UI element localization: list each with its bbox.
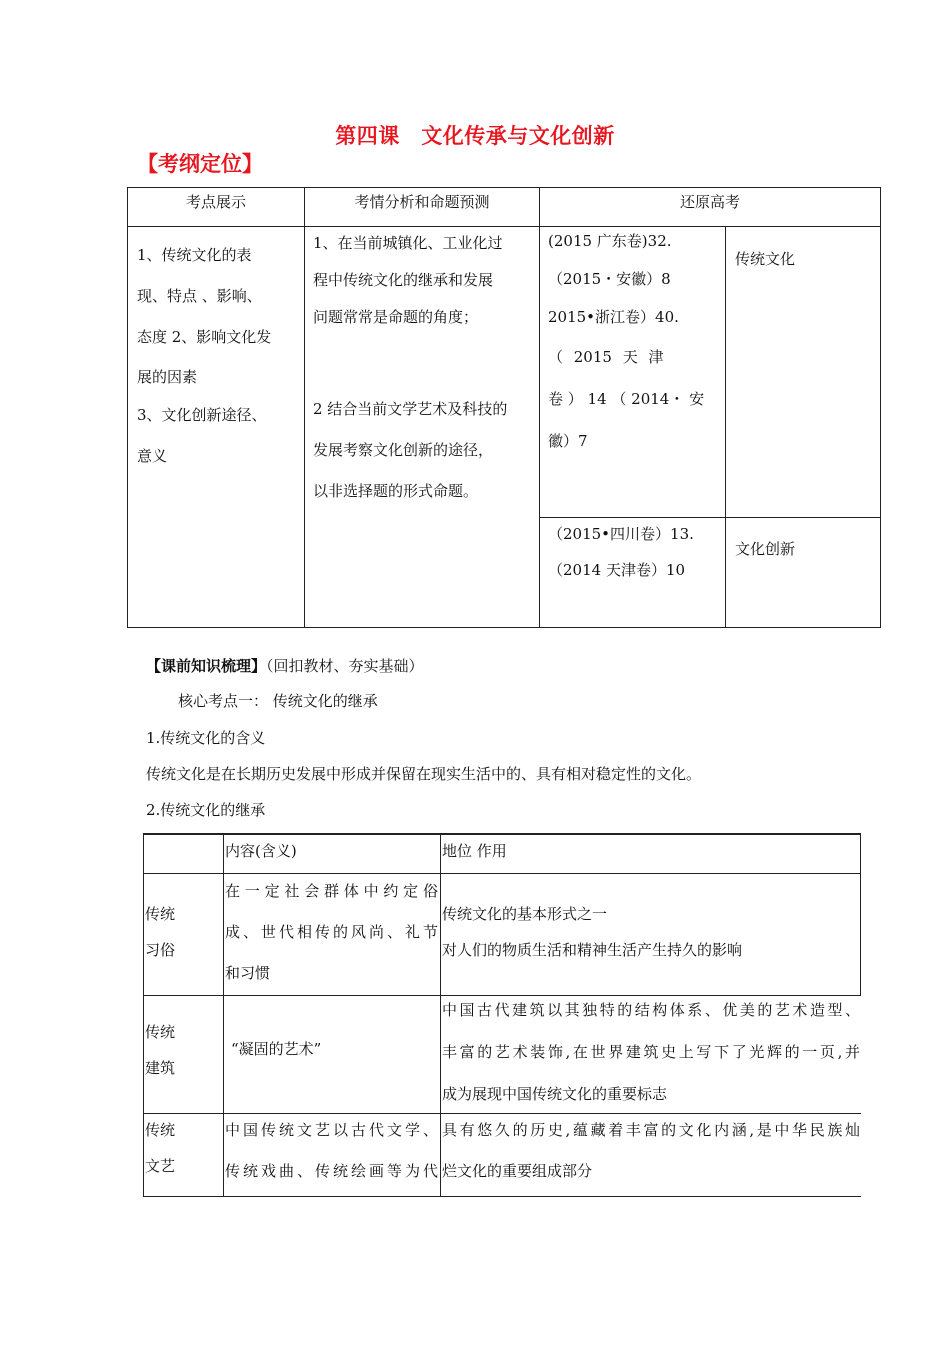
knowledge-label: 【课前知识梳理】 — [146, 657, 267, 675]
analysis-line: 程中传统文化的继承和发展 — [313, 271, 494, 289]
role-line: 烂文化的重要组成部分 — [442, 1162, 593, 1180]
table2-col-divider-2 — [440, 833, 441, 1197]
table1-topic-innovation: 文化创新 — [735, 540, 796, 558]
content-line: 传统戏曲、传统绘画等为代 — [225, 1162, 438, 1180]
table2-header-content: 内容(含义) — [225, 842, 297, 860]
exam-line: （2015•四川卷）13. — [548, 525, 694, 543]
row-name-line: 习俗 — [145, 941, 176, 959]
row-name-line: 传统 — [145, 905, 176, 923]
table2-row-content — [225, 1031, 438, 1067]
exam-line: （ 2015 天 津 — [548, 348, 664, 366]
points-line: 态度 2、影响文化发 — [137, 328, 272, 346]
role-line: 中国古代建筑以其独特的结构体系、优美的艺术造型、 — [442, 1001, 860, 1019]
content-line: 中国传统文艺以古代文学、 — [225, 1121, 438, 1139]
content-line: “凝固的艺术” — [231, 1040, 322, 1058]
table2-header-role: 地位 作用 — [442, 842, 507, 860]
table2-col-divider-1 — [223, 833, 224, 1197]
analysis-line: 问题常常是命题的角度； — [313, 308, 479, 326]
points-line: 1、传统文化的表 — [137, 246, 252, 264]
table1-col-divider-1 — [304, 187, 305, 628]
table1-header-analysis: 考情分析和命题预测 — [354, 193, 490, 211]
table2-row-name — [145, 1014, 220, 1086]
table2-row-role — [442, 989, 860, 1115]
row-name-line: 传统 — [145, 1023, 176, 1041]
table2-row-name — [145, 1112, 220, 1184]
table2-border-bottom — [143, 1196, 861, 1197]
role-line: 对人们的物质生活和精神生活产生持久的影响 — [442, 941, 743, 959]
section-heading-outline: 【考纲定位】 — [137, 152, 263, 176]
content-line: 成、世代相传的风尚、礼节 — [225, 923, 438, 941]
subheading-inheritance: 2.传统文化的继承 — [146, 801, 266, 819]
points-line: 3、文化创新途径、 — [137, 406, 267, 424]
page-title: 第四课 文化传承与文化创新 — [335, 124, 615, 148]
row-name-line: 文艺 — [145, 1157, 176, 1175]
role-line: 具有悠久的历史,蕴藏着丰富的文化内涵,是中华民族灿 — [442, 1121, 860, 1139]
table1-col-divider-3 — [725, 226, 726, 628]
analysis-line: 2 结合当前文学艺术及科技的 — [313, 400, 508, 418]
table1-exams-cell-2 — [548, 516, 723, 588]
core-point-heading: 核心考点一： 传统文化的继承 — [178, 692, 378, 710]
knowledge-note: （回扣教材、夯实基础） — [266, 657, 424, 675]
role-line: 丰富的艺术装饰,在世界建筑史上写下了光辉的一页,并 — [442, 1043, 860, 1061]
exam-line: （2015・安徽）8 — [548, 270, 671, 288]
role-line: 成为展现中国传统文化的重要标志 — [442, 1085, 668, 1103]
row-name-line: 建筑 — [145, 1059, 176, 1077]
table2-row-role — [442, 1110, 860, 1192]
table2-border-left — [143, 833, 144, 1197]
table1-analysis-cell — [313, 225, 531, 512]
points-line: 现、特点 、影响、 — [137, 287, 262, 305]
table2-row-role — [442, 896, 858, 968]
table2-row-content — [225, 1110, 438, 1192]
points-line: 展的因素 — [137, 368, 198, 386]
analysis-line: 以非选择题的形式命题。 — [313, 482, 479, 500]
exam-line: 徽）7 — [548, 432, 588, 450]
role-line: 传统文化的基本形式之一 — [442, 905, 608, 923]
exam-line: 2015•浙江卷）40. — [548, 308, 679, 326]
table1-header-points: 考点展示 — [185, 193, 246, 211]
content-line: 在一定社会群体中约定俗 — [225, 882, 438, 900]
table2-row-name — [145, 896, 220, 968]
section-heading-knowledge — [146, 659, 424, 674]
table1-border-top — [127, 187, 881, 188]
table1-exams-cell-1 — [548, 222, 716, 462]
row-name-line: 传统 — [145, 1121, 176, 1139]
table1-border-left — [127, 187, 128, 628]
content-line: 和习惯 — [225, 964, 271, 982]
table1-points-cell — [137, 235, 299, 478]
table1-topic-traditional: 传统文化 — [735, 250, 796, 268]
paragraph-meaning: 传统文化是在长期历史发展中形成并保留在现实生活中的、具有相对稳定性的文化。 — [146, 765, 702, 783]
exam-line: 卷 ） 14 （ 2014・ 安 — [548, 390, 705, 408]
points-line: 意义 — [137, 447, 168, 465]
exam-line: (2015 广东卷)32. — [548, 232, 672, 250]
table1-border-right — [880, 187, 881, 628]
table2-border-top — [143, 833, 861, 835]
table1-border-bottom — [127, 627, 881, 628]
analysis-line: 发展考察文化创新的途径， — [313, 441, 494, 459]
subheading-meaning: 1.传统文化的含义 — [146, 729, 266, 747]
table2-row-content — [225, 871, 438, 994]
table2-border-right — [860, 833, 861, 996]
analysis-line: 1、在当前城镇化、工业化过 — [313, 234, 503, 252]
table1-header-exams: 还原高考 — [679, 193, 740, 211]
exam-line: （2014 天津卷）10 — [548, 561, 686, 579]
table1-col-divider-2 — [539, 187, 540, 628]
